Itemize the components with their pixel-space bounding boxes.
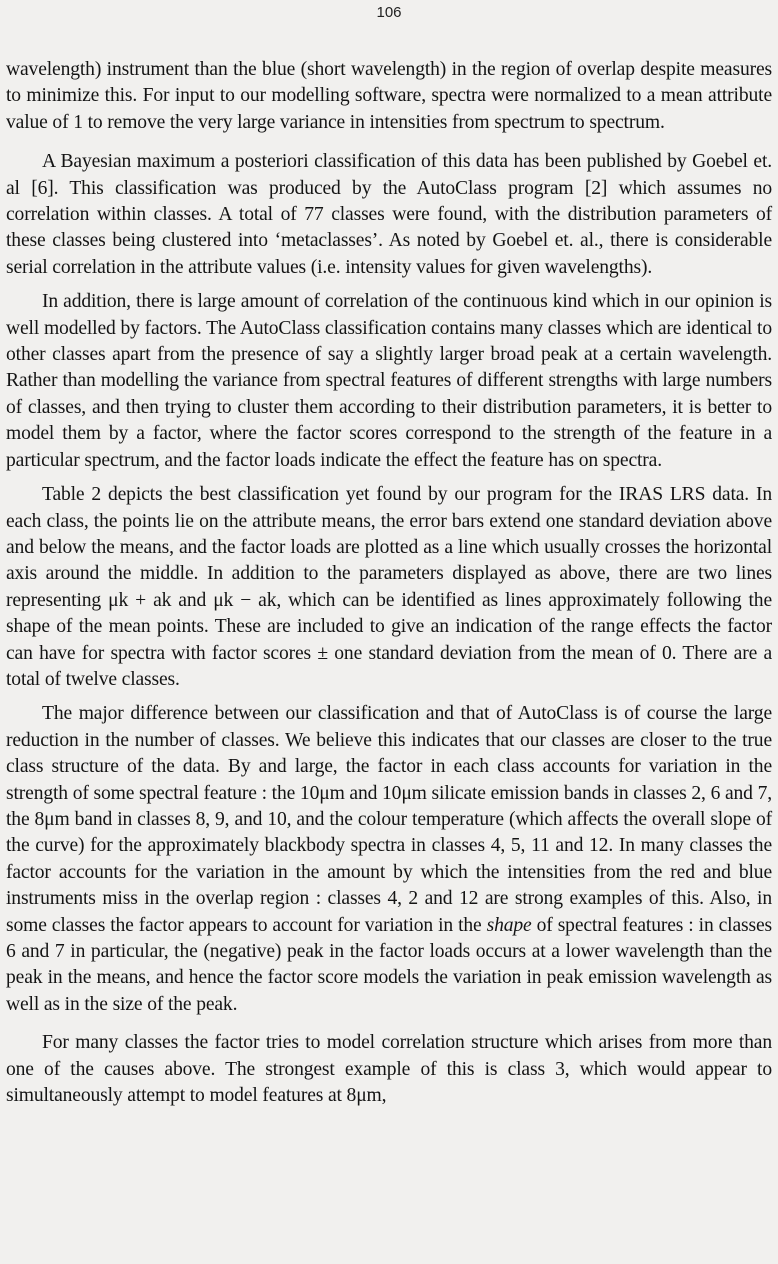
paragraph-multiple-causes: For many classes the factor tries to model correlation structure which arises from more than one of the causes above. The strongest example of this is class 3, which would appear to simultaneously attempt to model features at 8μm, — [6, 1032, 772, 1107]
paragraph-bayesian-classification: A Bayesian maximum a posteriori classification of this data has been published by Goebel et. al [6]. This classification was produced by the AutoClass program [2] which assumes no correlation within classes. A total of 77 classes were found, with the distribution parameters of these classes being clustered into ‘metaclasses’. As noted by Goebel et. al., there is considerable serial correlation in the attribute values (i.e. intensity values for given wavelengths). — [6, 151, 772, 278]
page-number: 106 — [376, 4, 402, 21]
body-text — [6, 57, 772, 1117]
paragraph-factor-correlation: In addition, there is large amount of correlation of the continuous kind which in our opinion is well modelled by factors. The AutoClass classification contains many classes which are identical to other classes apart from the presence of say a slightly larger broad peak at a certain wavelength. Rather than modelling the variance from spectral features of different strengths with large numbers of classes, and then trying to cluster them according to their distribution parameters, it is better to model them by a factor, where the factor scores correspond to the strength of the feature in a particular spectrum, and the factor loads indicate the effect the feature has on spectra. — [6, 291, 772, 471]
text-segment: of spectral features : in classes 6 and 7 in particular, the (negative) peak in the factor loads occurs at a lower wavelength than the peak in the means, and hence the factor score models the variation in peak emission wavelength as well as in the size of the peak. — [6, 914, 772, 1015]
text-segment: The major difference between our classification and that of AutoClass is of course the large reduction in the number of classes. We believe this indicates that our classes are closer to the true class structure of the data. By and large, the factor in each class accounts for variation in the strength of some spectral feature : the 10μm and 10μm silicate emission bands in classes 2, 6 and 7, the 8μm band in classes 8, 9, and 10, and the colour temperature (which affects the overall slope of the curve) for the approximately blackbody spectra in classes 4, 5, 11 and 12. In many classes the factor accounts for the variation in the amount by which the intensities from the red and blue instruments miss in the overlap region : classes 4, 2 and 12 are strong examples of this. Also, in some classes the factor appears to account for variation in the — [6, 703, 772, 936]
emphasis-shape: shape — [486, 914, 532, 936]
paragraph-continuation: wavelength) instrument than the blue (short wavelength) in the region of overlap despite measures to minimize this. For input to our modelling software, spectra were normalized to a mean attribute value of 1 to remove the very large variance in intensities from spectrum to spectrum. — [6, 59, 772, 133]
paragraph-major-difference — [6, 701, 772, 1018]
paragraph-table-description: Table 2 depicts the best classification yet found by our program for the IRAS LRS data. In each class, the points lie on the attribute means, the error bars extend one standard deviation above and below the means, and the factor loads are plotted as a line which usually crosses the horizontal axis around the middle. In addition to the parameters displayed as above, there are two lines representing μk + ak and μk − ak, which can be identified as lines approximately following the shape of the mean points. These are included to give an indication of the range effects the factor can have for spectra with factor scores ± one standard deviation from the mean of 0. There are a total of twelve classes. — [6, 484, 772, 690]
